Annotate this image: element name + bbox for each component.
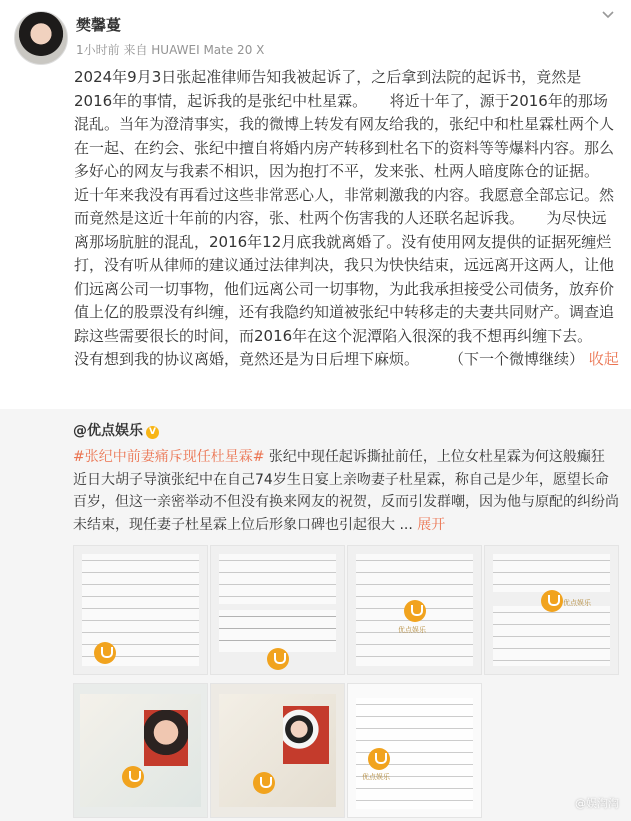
image-thumbnail[interactable] — [484, 545, 619, 675]
logo-caption: 优点娱乐 — [398, 626, 426, 634]
youdian-logo-icon — [122, 766, 144, 788]
post-time: 1小时前 — [76, 43, 120, 57]
youdian-logo-icon — [404, 600, 426, 622]
logo-caption: 优点娱乐 — [563, 599, 591, 607]
post-meta — [76, 41, 264, 58]
post-header — [0, 0, 631, 62]
topic-link[interactable]: #张纪中前妻痛斥现任杜星霖# — [73, 449, 265, 465]
youdian-logo-icon — [94, 642, 116, 664]
repost-headline: 张纪中现任起诉撕扯前任，上位女杜星霖为何这般癫狂 — [264, 449, 605, 465]
image-thumbnail[interactable] — [73, 545, 208, 675]
repost-body-text: 近日大胡子导演张纪中在自己74岁生日宴上亲吻妻子杜星霖，称自己是少年，愿望长命百岁，但这一亲密举动不但没有换来网友的祝贺，反而引发群嘲，因为他与原配的纠纷尚未结束，现任妻子杜星霖上位后形象口碑也引起很大 ... — [73, 471, 619, 533]
repost-card[interactable] — [0, 409, 631, 821]
repost-text — [73, 446, 621, 536]
image-thumbnail[interactable] — [210, 683, 345, 818]
post-body — [74, 66, 619, 372]
image-thumbnail[interactable] — [347, 683, 482, 818]
post-paragraph-text: 没有想到我的协议离婚，竟然还是为日后埋下麻烦。 （下一个微博继续） — [74, 350, 585, 368]
text-page-image — [493, 606, 610, 666]
image-thumbnail[interactable] — [210, 545, 345, 675]
chevron-down-icon[interactable] — [600, 6, 616, 22]
logo-caption: 优点娱乐 — [362, 773, 390, 781]
id-photo — [283, 706, 329, 764]
image-thumbnail[interactable] — [347, 545, 482, 675]
id-photo — [144, 710, 188, 766]
text-page-image — [493, 554, 610, 592]
text-page-image — [219, 554, 336, 604]
youdian-logo-icon — [267, 648, 289, 670]
post-paragraph: 近十年来我没有再看过这些非常恶心人，非常刺激我的内容。我愿意全部忘记。然而竟然是这近十年前的内容，张、杜两个伤害我的人还联名起诉我。 为尽快远离那场肮脏的混乱，2016年12月底我就离婚了。没有使用网友提供的证据死缠烂打，没有听从律师的建议通过法律判决，我只为快快结束，远远离开这两人，让他们远离公司一切事物，他们远离公司一切事物，为此我承担接受公司债务，放弃价值上亿的股票没有纠缠，还有我隐约知道被张纪中转移走的夫妻共同财产。调查追踪这些需要很长的时间，而2016年在这个泥潭陷入很深的我不想再纠缠下去。 — [74, 185, 615, 345]
post-paragraph — [74, 348, 619, 372]
youdian-logo-icon — [368, 748, 390, 770]
text-page-image — [219, 610, 336, 652]
youdian-logo-icon — [253, 772, 275, 794]
repost-author-name[interactable]: @优点娱乐 — [73, 423, 143, 439]
collapse-link[interactable]: 收起 — [588, 350, 619, 368]
expand-link[interactable]: 展开 — [417, 516, 446, 533]
post-paragraph: 2024年9月3日张起准律师告知我被起诉了，之后拿到法院的起诉书，竟然是2016年的事情，起诉我的是张纪中杜星霖。 将近十年了，源于2016年的那场混乱。当年为澄清事实，我的微博上转发有网友给我的，张纪中和杜星霖杜两个人在一起、在约会、张纪中擅自将婚内房产转移到杜名下的资料等等爆料内容。那么多好心的网友与我素不相识，因为抱打不平，发来张、杜两人暗度陈仓的证据。 — [74, 68, 615, 180]
avatar[interactable] — [14, 11, 68, 65]
repost-body — [73, 469, 621, 537]
youdian-logo-icon — [541, 590, 563, 612]
repost-lead — [73, 446, 621, 469]
repost-author[interactable] — [73, 420, 159, 440]
image-thumbnail[interactable] — [73, 683, 208, 818]
v-badge-icon: V — [146, 426, 159, 439]
post-source: 来自 HUAWEI Mate 20 X — [123, 43, 265, 57]
author-name[interactable]: 樊馨蔓 — [76, 16, 122, 34]
watermark: @娱淘淘 — [575, 797, 619, 810]
